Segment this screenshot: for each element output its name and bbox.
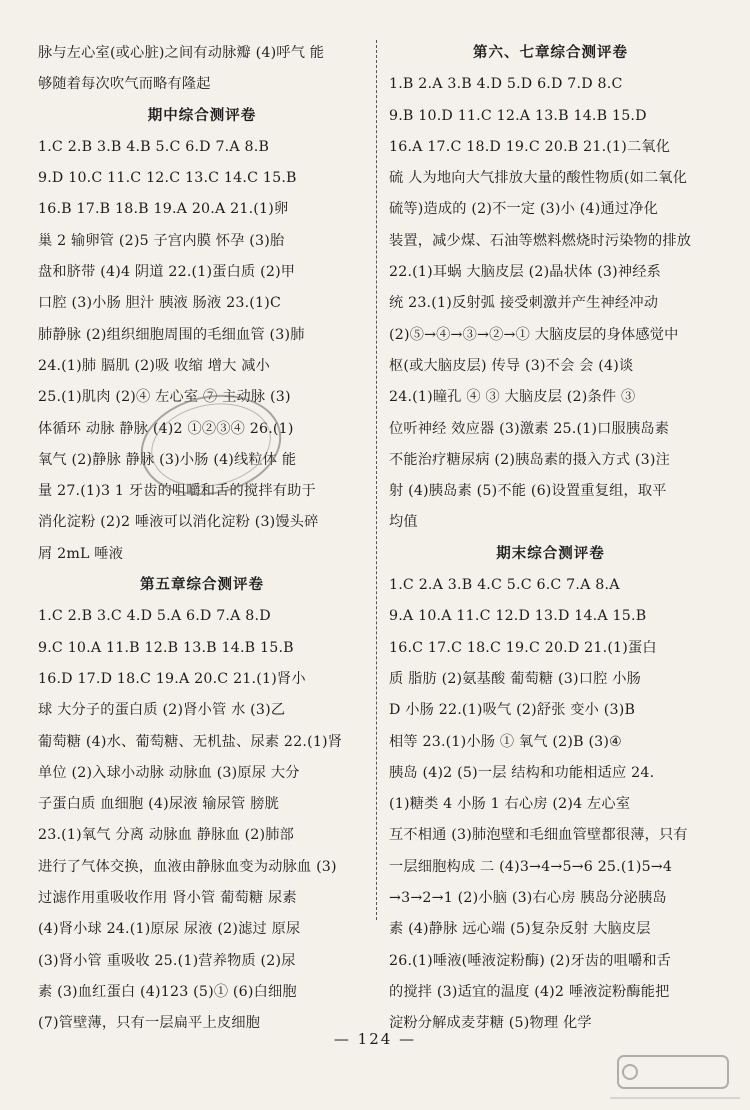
answer-line: 枢(或大脑皮层) 传导 (3)不会 会 (4)谈 [389,357,634,374]
section-title: 第六、七章综合测评卷 [473,45,628,61]
answer-line: 球 大分子的蛋白质 (2)肾小管 水 (3)乙 [38,702,286,719]
answer-line: 屑 2mL 唾液 [38,545,124,562]
answer-line: (1)糖类 4 小肠 1 右心房 (2)4 左心室 [389,796,631,813]
answer-line: 1.C 2.B 3.C 4.D 5.A 6.D 7.A 8.D [38,608,271,625]
answer-line: 射 (4)胰岛素 (5)不能 (6)设置重复组，取平 [389,483,667,500]
answer-line: 的搅拌 (3)适宜的温度 (4)2 唾液淀粉酶能把 [389,983,670,1000]
answer-line: 氧气 (2)静脉 静脉 (3)小肠 (4)线粒体 能 [38,451,297,468]
section-title: 期中综合测评卷 [147,107,257,124]
answer-line: 相等 23.(1)小肠 ① 氧气 (2)B (3)④ [389,733,623,750]
answer-line: 1.C 2.A 3.B 4.C 5.C 6.C 7.A 8.A [389,577,620,594]
answer-line: 硫 人为地向大气排放大量的酸性物质(如二氧化 [389,170,688,187]
answer-line: 16.D 17.D 18.C 19.A 20.C 21.(1)肾小 [38,670,306,687]
left-column [38,38,366,1040]
answer-line: 巢 2 输卵管 (2)5 子宫内膜 怀孕 (3)胎 [38,232,285,249]
stamp-icon [136,390,286,500]
answer-line: 均值 [389,514,418,531]
answer-line: 脉与左心室(或心脏)之间有动脉瓣 (4)呼气 能 [38,45,325,61]
answer-line: →3→2→1 (2)小脑 (3)右心房 胰岛分泌胰岛 [389,890,667,907]
answer-line: 硫等)造成的 (2)不一定 (3)小 (4)通过净化 [389,201,658,218]
section-title: 第五章综合测评卷 [140,577,264,594]
answer-line: 口腔 (3)小肠 胆汁 胰液 肠液 23.(1)C [38,295,282,312]
answer-line: 素 (3)血红蛋白 (4)123 (5)① (6)白细胞 [38,983,297,1000]
answer-line: 23.(1)氧气 分离 动脉血 静脉血 (2)肺部 [38,827,295,844]
answer-line: 9.B 10.D 11.C 12.A 13.B 14.B 15.D [389,107,647,124]
answer-line: 互不相通 (3)肺泡壁和毛细血管壁都很薄，只有 [389,827,688,844]
answer-line: 26.(1)唾液(唾液淀粉酶) (2)牙齿的咀嚼和舌 [389,952,672,969]
answer-line: 不能治疗糖尿病 (2)胰岛素的摄入方式 (3)注 [389,451,671,468]
answer-line: 16.A 17.C 18.D 19.C 20.B 21.(1)二氧化 [389,138,671,155]
answer-line: 24.(1)瞳孔 ④ ③ 大脑皮层 (2)条件 ③ [389,389,636,406]
page-number: — 124 — [333,1030,417,1048]
answer-line: 素 (4)静脉 远心端 (5)复杂反射 大脑皮层 [389,921,651,938]
answer-line: (7)管壁薄，只有一层扁平上皮细胞 [38,1015,261,1032]
watermark-logo-icon [600,1050,750,1110]
answer-line: 肺静脉 (2)组织细胞周围的毛细血管 (3)肺 [38,326,305,343]
answer-line: 9.C 10.A 11.B 12.B 13.B 14.B 15.B [38,639,294,656]
answer-line: 进行了气体交换，血液由静脉血变为动脉血 (3) [38,858,337,875]
answer-line: 体循环 动脉 静脉 (4)2 ①②③④ 26.(1) [38,420,294,437]
answer-line: 过滤作用重吸收作用 肾小管 葡萄糖 尿素 [38,890,297,907]
answer-line: 消化淀粉 (2)2 唾液可以消化淀粉 (3)馒头碎 [38,514,319,531]
answer-line: D 小肠 22.(1)吸气 (2)舒张 变小 (3)B [389,702,636,719]
answer-line: 盘和脐带 (4)4 阴道 22.(1)蛋白质 (2)甲 [38,264,296,281]
answer-line: 量 27.(1)3 1 牙齿的咀嚼和舌的搅拌有助于 [38,483,316,500]
answer-line: 16.C 17.C 18.C 19.C 20.D 21.(1)蛋白 [389,639,657,656]
answer-line: 够随着每次吹气而略有隆起 [38,76,211,93]
answer-line: 淀粉分解成麦芽糖 (5)物理 化学 [389,1015,592,1032]
answer-line: 单位 (2)入球小动脉 动脉血 (3)原尿 大分 [38,764,300,781]
answer-line: (4)肾小球 24.(1)原尿 尿液 (2)滤过 原尿 [38,921,301,938]
answer-line: 装置，减少煤、石油等燃料燃烧时污染物的排放 [389,232,692,249]
answer-line: 1.B 2.A 3.B 4.D 5.D 6.D 7.D 8.C [389,76,623,93]
answer-line: 统 23.(1)反射弧 接受刺激并产生神经冲动 [389,295,659,312]
answer-line: 子蛋白质 血细胞 (4)尿液 输尿管 膀胱 [38,796,279,813]
answer-line: 胰岛 (4)2 (5)一层 结构和功能相适应 24. [389,764,655,781]
answer-line: 位听神经 效应器 (3)激素 25.(1)口服胰岛素 [389,420,670,437]
answer-line: 葡萄糖 (4)水、葡萄糖、无机盐、尿素 22.(1)肾 [38,733,343,750]
right-column [389,38,712,1040]
answer-line: 24.(1)肺 膈肌 (2)吸 收缩 增大 减小 [38,357,270,374]
answer-line: (2)⑤→④→③→②→① 大脑皮层的身体感觉中 [389,326,679,343]
answer-line: 1.C 2.B 3.B 4.B 5.C 6.D 7.A 8.B [38,138,270,155]
answer-line: 9.D 10.C 11.C 12.C 13.C 14.C 15.B [38,170,297,187]
answer-line: 22.(1)耳蜗 大脑皮层 (2)晶状体 (3)神经系 [389,264,662,281]
section-title: 期末综合测评卷 [496,545,605,562]
answer-line: 一层细胞构成 二 (4)3→4→5→6 25.(1)5→4 [389,858,673,875]
answer-line: 9.A 10.A 11.C 12.D 13.D 14.A 15.B [389,608,647,625]
column-divider [376,40,377,920]
answer-line: (3)肾小管 重吸收 25.(1)营养物质 (2)尿 [38,952,296,969]
answer-line: 25.(1)肌肉 (2)④ 左心室 ⑦ 主动脉 (3) [38,389,291,406]
answer-line: 16.B 17.B 18.B 19.A 20.A 21.(1)卵 [38,201,289,218]
answer-line: 质 脂肪 (2)氨基酸 葡萄糖 (3)口腔 小肠 [389,670,641,687]
